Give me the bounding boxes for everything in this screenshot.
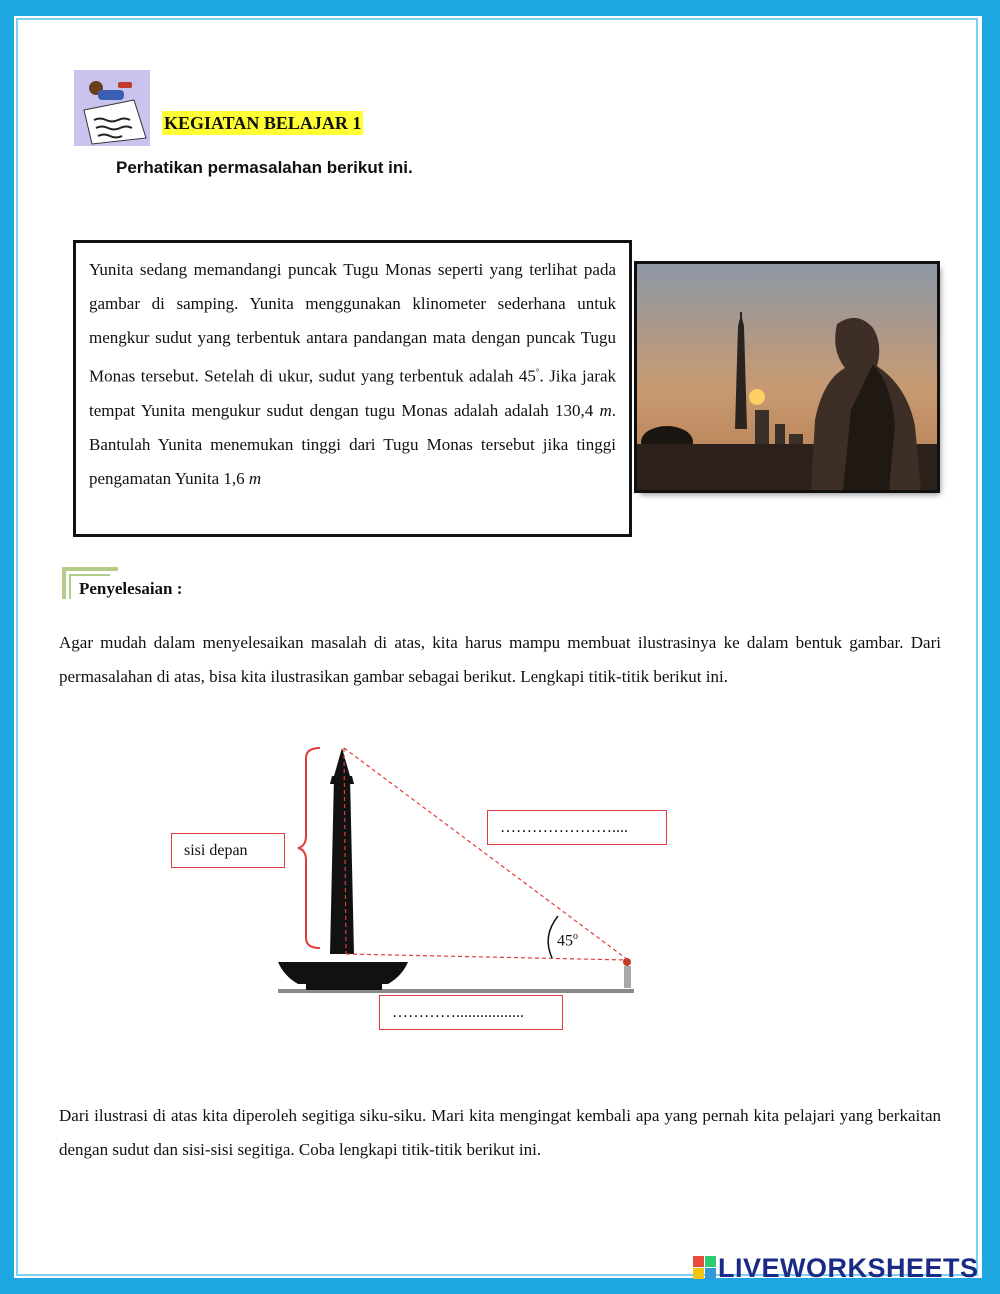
solution-paragraph-2: Dari ilustrasi di atas kita diperoleh segitiga siku-siku. Mari kita mengingat kembali apa yang pernah kita pelajari yang berkaitan dengan sudut dan sisi-sisi segitiga. Coba lengkapi titik-titik berikut ini. [59, 1106, 941, 1159]
problem-text: Yunita sedang memandangi puncak Tugu Monas seperti yang terlihat pada gambar di samping. Yunita menggunakan klinometer sederhana untuk mengkur sudut yang terbentuk antara pandangan mata dengan puncak Tugu Monas tersebut. Setelah di ukur, sudut yang terbentuk adalah 45°. Jika jarak tempat Yunita mengukur sudut dengan tugu Monas adalah adalah 130,4 m. Bantulah Yunita menemukan tinggi dari Tugu Monas tersebut jika tinggi pengamatan Yunita 1,6 m [89, 260, 617, 488]
frame-left [0, 0, 14, 1294]
brand-name: LIVEWORKSHEETS [718, 1252, 979, 1283]
solution-paragraph-1: Agar mudah dalam menyelesaikan masalah di atas, kita harus mampu membuat ilustrasinya ke dalam bentuk gambar. Dari permasalahan di atas, bisa kita ilustrasikan gambar sebagai berikut. Lengkapi titik-titik berikut ini. [59, 633, 941, 686]
base-answer-blank[interactable]: …………................. [379, 995, 563, 1030]
front-side-label: sisi depan [171, 833, 285, 868]
hypotenuse-answer-blank[interactable]: ………………….... [487, 810, 667, 845]
frame-right [982, 0, 1000, 1294]
liveworksheets-logo [692, 1253, 979, 1283]
angle-label: 45$^o$ [557, 931, 578, 950]
section-heading: KEGIATAN BELAJAR 1 [164, 113, 362, 133]
monas-photo [637, 264, 937, 490]
reading-student-icon [74, 70, 150, 146]
instruction-text: Perhatikan permasalahan berikut ini. [116, 158, 413, 177]
problem-box [73, 240, 632, 537]
liveworksheets-icon [692, 1255, 718, 1281]
solution-title: Penyelesaian : [79, 579, 183, 598]
frame-top [0, 0, 1000, 16]
